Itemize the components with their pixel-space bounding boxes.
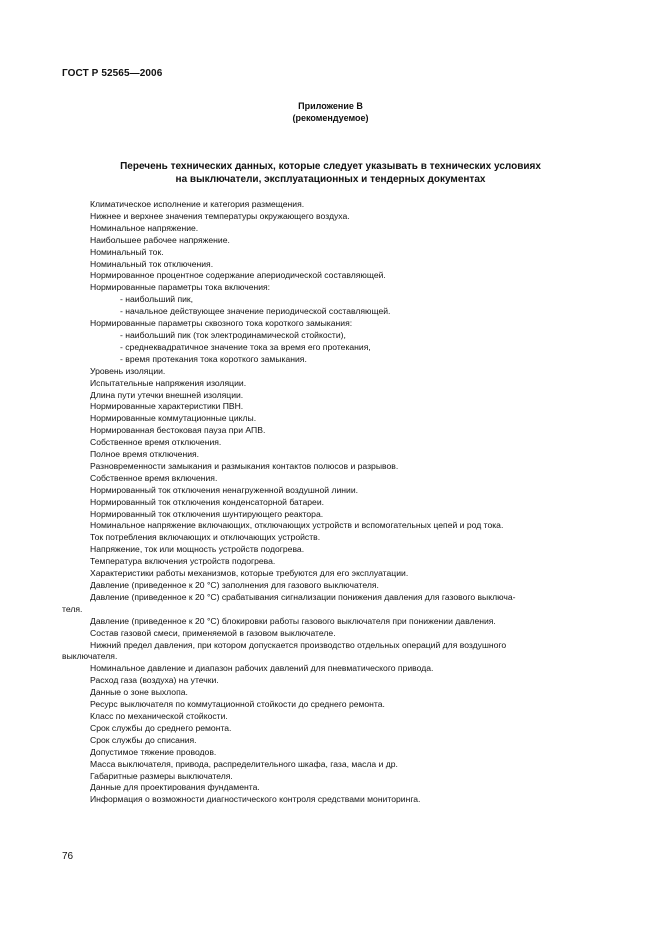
list-item: Информация о возможности диагностического контроля средствами мониторинга. [90,794,421,805]
list-item: Допустимое тяжение проводов. [90,746,217,757]
list-item: Климатическое исполнение и категория размещения. [90,199,305,209]
list-item: Давление (приведенное к 20 °С) заполнения для газового выключателя. [90,580,379,590]
sub-list-item: - наибольший пик, [120,294,194,305]
list-item: Номинальный ток отключения. [90,258,214,269]
list-item: Масса выключателя, привода, распределительного шкафа, газа, масла и др. [90,758,398,769]
appendix-title: Приложение В [298,101,363,111]
list-item: Нормированный ток отключения ненагруженной воздушной линии. [90,484,359,495]
list-item: Длина пути утечки внешней изоляции. [90,389,244,400]
list-item: Данные о зоне выхлопа. [90,687,188,698]
list-item: Нормированные параметры тока включения: [90,282,271,293]
list-item: Давление (приведенное к 20 °С) блокировки работы газового выключателя при понижении давления. [90,615,496,626]
appendix-subtitle: (рекомендуемое) [292,113,369,123]
list-item-continuation: выключателя. [62,651,118,662]
list-item: Состав газовой смеси, применяемой в газовом выключателе. [90,627,336,638]
document-code: ГОСТ Р 52565—2006 [62,68,163,79]
list-item: Нормированное процентное содержание апериодической составляющей. [90,270,386,281]
list-item: Нормированные коммутационные циклы. [90,413,257,424]
list-item: Срок службы до среднего ремонта. [90,722,232,733]
sub-list-item: - среднеквадратичное значение тока за время его протекания, [120,341,371,352]
list-item: Нормированный ток отключения конденсаторной батареи. [90,496,325,507]
list-item: Собственное время включения. [90,472,218,483]
sub-list-item: - время протекания тока короткого замыкания. [120,353,307,364]
list-item: Наибольшее рабочее напряжение. [90,234,230,245]
list-item: Ток потребления включающих и отключающих устройств. [90,532,321,543]
list-item: Номинальное напряжение. [90,222,199,233]
list-item: Данные для проектирования фундамента. [90,782,260,793]
list-item: Срок службы до списания. [90,734,197,745]
list-item: Номинальное напряжение включающих, отключающих устройств и вспомогательных цепей и род тока. [90,520,504,531]
list-item: Нормированная бестоковая пауза при АПВ. [90,425,266,436]
list-item: Нижнее и верхнее значения температуры окружающего воздуха. [90,210,350,221]
sub-list-item: - начальное действующее значение периодической составляющей. [120,306,391,317]
list-item: Нормированные параметры сквозного тока короткого замыкания: [90,318,353,329]
list-item: Температура включения устройств подогрева. [90,556,276,567]
list-item: Номинальное давление и диапазон рабочих давлений для пневматического привода. [90,663,434,674]
list-item: Габаритные размеры выключателя. [90,770,233,781]
list-item: Нижний предел давления, при котором допускается производство отдельных операций для воздушного [90,639,507,650]
list-item: Нормированные характеристики ПВН. [90,401,244,412]
list-item: Собственное время отключения. [90,437,222,448]
list-item: Нормированный ток отключения шунтирующего реактора. [90,508,324,519]
technical-data-list [62,199,602,806]
list-item: Расход газа (воздуха) на утечки. [90,675,219,686]
list-item: Разновременности замыкания и размыкания контактов полюсов и разрывов. [90,460,399,471]
list-item: Испытательные напряжения изоляции. [90,377,247,388]
sub-list-item: - наибольший пик (ток электродинамической стойкости), [120,329,346,340]
list-item-continuation: теля. [62,603,83,614]
list-item: Характеристики работы механизмов, которые требуются для его эксплуатации. [90,568,409,579]
list-item: Уровень изоляции. [90,365,166,376]
list-item: Напряжение, ток или мощность устройств подогрева. [90,544,305,555]
list-item: Ресурс выключателя по коммутационной стойкости до среднего ремонта. [90,699,385,710]
section-title-line-2: на выключатели, эксплуатационных и тендерных документах [175,174,486,185]
section-title-line-1: Перечень технических данных, которые следует указывать в технических условиях [120,161,541,172]
list-item: Номинальный ток. [90,246,164,257]
page-number: 76 [62,851,74,862]
list-item: Полное время отключения. [90,449,200,460]
list-item: Давление (приведенное к 20 °С) срабатывания сигнализации понижения давления для газового выключа- [90,591,516,602]
list-item: Класс по механической стойкости. [90,710,228,721]
